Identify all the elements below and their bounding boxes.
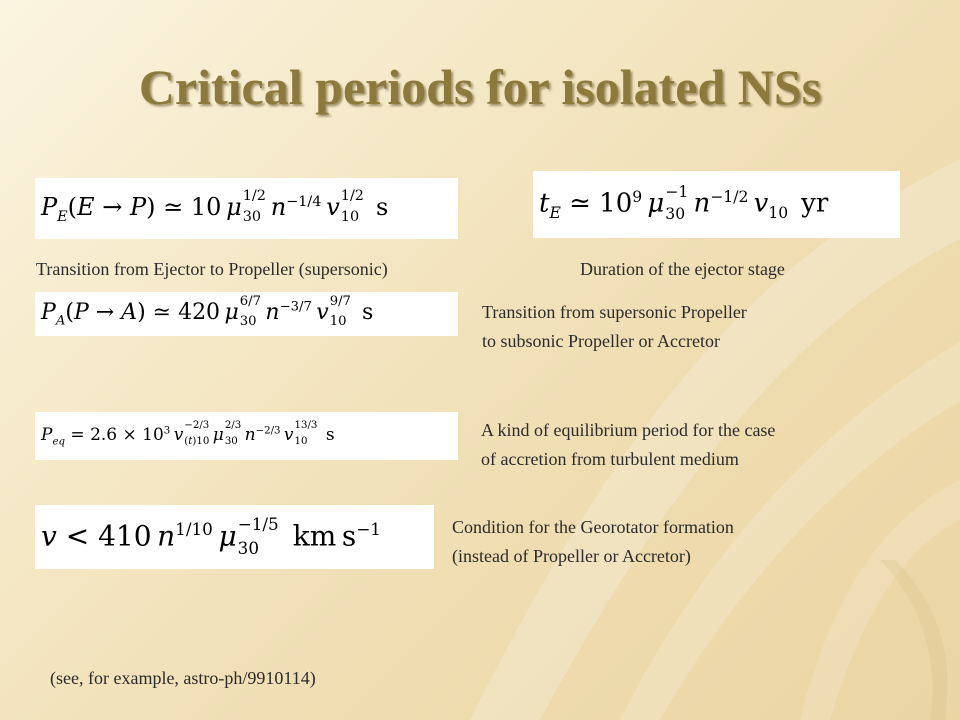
caption-georotator-line1: Condition for the Georotator formation [452, 517, 734, 537]
formula-equilibrium-period [35, 412, 458, 460]
formula-ejector-duration-content: $t_E$ ≃ $10^9$ μ −1 30 $n^{-1/2}$ $v_{10}$ yr [539, 182, 829, 224]
caption-ejector-to-propeller: Transition from Ejector to Propeller (supersonic) [36, 259, 388, 279]
caption-georotator-line2: (instead of Propeller or Accretor) [452, 546, 691, 566]
formula-ejector-duration [533, 171, 900, 238]
formula-ejector-propeller-period [35, 178, 458, 239]
formula-equilibrium-content: $P_{eq} = 2.6 \times 10^3$ v −2/3 (t)10 μ 2/3 30 $n^{-2/3}$ v 13/3 10 s [41, 419, 335, 448]
caption-equilibrium-line1: A kind of equilibrium period for the case [481, 420, 776, 440]
caption-equilibrium-line2: of accretion from turbulent medium [481, 449, 739, 469]
formula-propeller-accretor-content: $P_A(P \to A)$ ≃ 420 μ 6/7 30 $n^{-3/7}$ v 9/7 10 s [41, 294, 374, 330]
formula-propeller-accretor-period [35, 292, 458, 336]
reference-note: (see, for example, astro-ph/9910114) [50, 668, 316, 688]
slide-title: Critical periods for isolated NSs [138, 59, 822, 115]
caption-propeller-line2: to subsonic Propeller or Accretor [482, 331, 720, 351]
formula-georotator-content: v < 410 $n^{1/10}$ μ −1/5 30 km $s^{-1}$ [41, 513, 381, 558]
formula-ejector-propeller-content: $P_E(E \to P)$ ≃ 10 μ 1/2 30 $n^{-1/4}$ v 1/2 10 s [41, 187, 389, 226]
caption-propeller-line1: Transition from supersonic Propeller [482, 302, 747, 322]
caption-ejector-duration: Duration of the ejector stage [580, 259, 785, 279]
formula-georotator-condition [35, 505, 434, 569]
